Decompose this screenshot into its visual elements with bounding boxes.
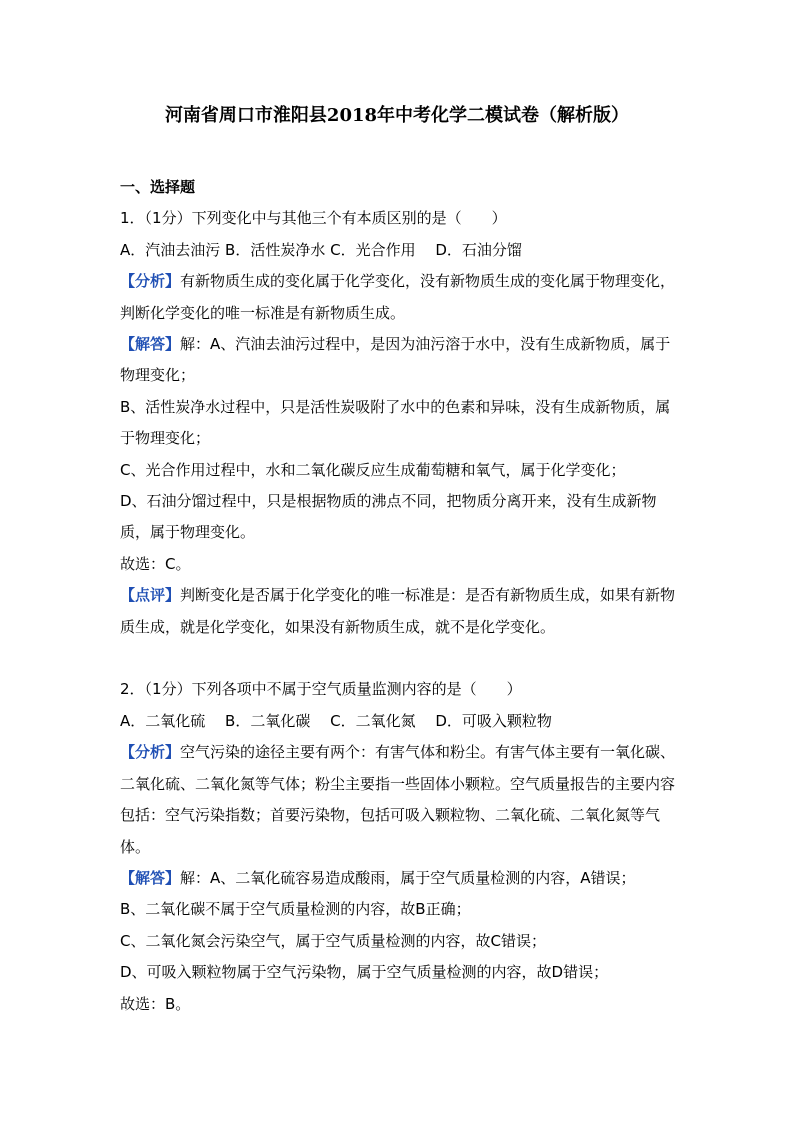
section-heading: 一、选择题 (120, 178, 196, 196)
answer-option-d: D、石油分馏过程中，只是根据物质的沸点不同，把物质分离开来，没有生成新物质，属于物理变化。 (120, 492, 657, 542)
question-stem: 1．（1分）下列变化中与其他三个有本质区别的是（ ） (120, 209, 507, 228)
comment-text: 判断变化是否属于化学变化的唯一标准是：是否有新物质生成，如果有新物质生成，就是化学变化，如果没有新物质生成，就不是化学变化。 (120, 586, 676, 636)
question-options: A．二氧化硫 B．二氧化碳 C．二氧化氮 D．可吸入颗粒物 (120, 711, 552, 730)
analysis-text: 空气污染的途径主要有两个：有害气体和粉尘。有害气体主要有一氧化碳、二氧化硫、二氧化氮等气体；粉尘主要指一些固体小颗粒。空气质量报告的主要内容包括：空气污染指数；首要污染物，包括可吸入颗粒物、二氧化硫、二氧化氮等气体。 (120, 743, 676, 856)
analysis-block (120, 737, 676, 863)
question-options: A．汽油去油污 B．活性炭净水 C．光合作用 D．石油分馏 (120, 240, 522, 259)
page-title: 河南省周口市淮阳县2018年中考化学二模试卷（解析版） (164, 105, 630, 126)
answer-text: 解：A、二氧化硫容易造成酸雨，属于空气质量检测的内容，A错误； (180, 868, 636, 887)
comment-block (120, 580, 676, 643)
answer-block (120, 329, 676, 392)
answer-option-c: C、二氧化氮会污染空气，属于空气质量检测的内容，故C错误； (120, 931, 546, 950)
answer-text: 解：A、汽油去油污过程中，是因为油污溶于水中，没有生成新物质，属于物理变化； (120, 335, 671, 385)
question-2 (120, 674, 676, 1019)
question-stem: 2．（1分）下列各项中不属于空气质量监测内容的是（ ） (120, 680, 522, 699)
answer-option-d: D、可吸入颗粒物属于空气污染物，属于空气质量检测的内容，故D错误； (120, 963, 609, 982)
question-1 (120, 203, 676, 643)
analysis-text: 有新物质生成的变化属于化学变化，没有新物质生成的变化属于物理变化，判断化学变化的唯一标准是有新物质生成。 (120, 272, 676, 322)
answer-choice: 故选：C。 (120, 554, 191, 573)
answer-choice: 故选：B。 (120, 994, 191, 1013)
analysis-tag: 【分析】 (120, 272, 181, 291)
answer-option-c: C、光合作用过程中，水和二氧化碳反应生成葡萄糖和氧气，属于化学变化； (120, 460, 626, 479)
analysis-tag: 【分析】 (120, 743, 181, 762)
document-body (120, 172, 676, 1020)
answer-tag: 【解答】 (120, 868, 181, 887)
answer-block (120, 863, 676, 894)
analysis-block (120, 266, 676, 329)
spacer (120, 643, 676, 674)
answer-option-b: B、活性炭净水过程中，只是活性炭吸附了水中的色素和异味，没有生成新物质，属于物理变化； (120, 397, 671, 448)
comment-tag: 【点评】 (120, 586, 181, 605)
answer-option-b: B、二氧化碳不属于空气质量检测的内容，故B正确； (120, 900, 471, 919)
answer-tag: 【解答】 (120, 335, 181, 354)
